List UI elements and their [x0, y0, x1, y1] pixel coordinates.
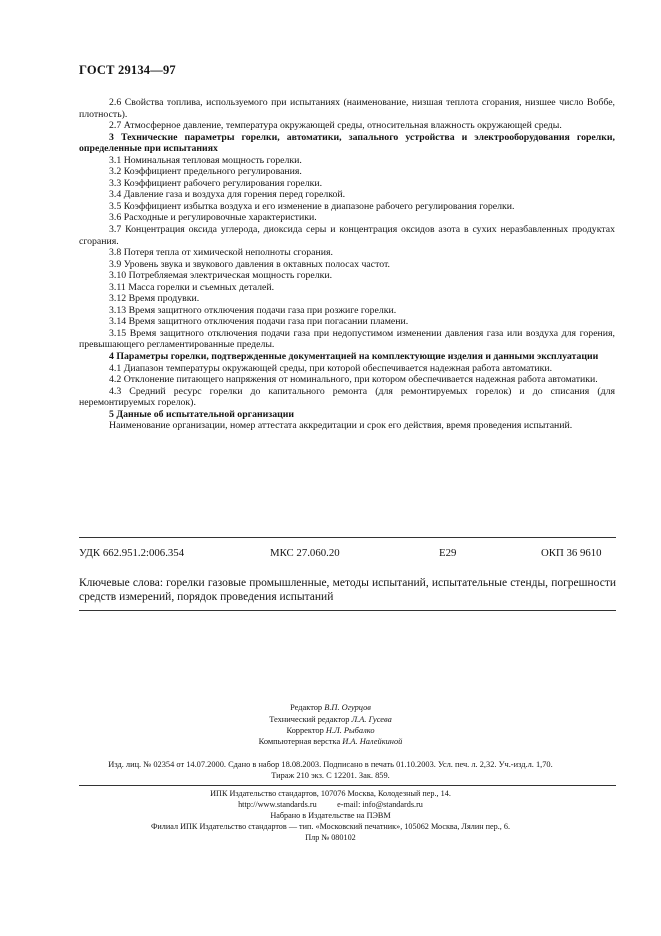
- corrector-label: Корректор: [286, 726, 324, 735]
- tech-editor-line: [0, 714, 661, 725]
- publisher-line-1: ИПК Издательство стандартов, 107076 Москва, Колодезный пер., 14.: [210, 789, 451, 798]
- item-4-2: 4.2 Отклонение питающего напряжения от номинального, при котором обеспечивается надежная работа автоматики.: [109, 374, 598, 386]
- okp-code: ОКП 36 9610: [541, 547, 602, 559]
- publisher-line-5: Плр № 080102: [305, 833, 356, 842]
- tech-editor-name: Л.А. Гусева: [351, 715, 392, 724]
- item-3-11: 3.11 Масса горелки и съемных деталей.: [109, 281, 275, 293]
- layout-name: И.А. Налейкиной: [342, 737, 403, 746]
- udk-code: УДК 662.951.2:006.354: [79, 547, 185, 559]
- item-3-13: 3.13 Время защитного отключения подачи газа при розжиге горелки.: [109, 304, 397, 316]
- section-3-title: 3 Технические параметры горелки, автоматики, запального устройства и электрооборудования горелки, определенные при испытаниях: [79, 131, 615, 155]
- item-3-7: 3.7 Концентрация оксида углерода, диоксида серы и концентрация оксидов азота в сухих неразбавленных продуктах сгорания.: [79, 224, 615, 247]
- item-3-10: 3.10 Потребляемая электрическая мощность горелки.: [109, 270, 333, 282]
- print-info: Изд. лиц. № 02354 от 14.07.2000. Сдано в набор 18.08.2003. Подписано в печать 01.10.2003. Усл. печ. л. 2,32. Уч.-изд.л. 1,70.: [108, 760, 553, 769]
- tirazh-line: Тираж 210 экз. С 12201. Зак. 859.: [271, 771, 390, 780]
- corrector-line: [0, 725, 661, 736]
- item-3-12: 3.12 Время продувки.: [109, 293, 200, 305]
- item-3-8: 3.8 Потеря тепла от химической неполноты сгорания.: [109, 247, 333, 259]
- publisher-top-rule: [79, 785, 616, 786]
- editor-label: Редактор: [290, 703, 323, 712]
- codes-top-rule: [79, 537, 616, 538]
- publisher-line-4: Филиал ИПК Издательство стандартов — тип. «Московский печатник», 105062 Москва, Лялин пер., 6.: [150, 822, 511, 831]
- publisher-line-2: http://www.standards.ru e-mail: info@standards.ru: [238, 800, 423, 809]
- item-3-2: 3.2 Коэффициент предельного регулирования.: [109, 166, 302, 178]
- layout-label: Компьютерная верстка: [258, 737, 341, 746]
- publisher-line-3: Набрано в Издательстве на ПЭВМ: [270, 811, 391, 820]
- paragraph-2-7: 2.7 Атмосферное давление, температура окружающей среды, относительная влажность окружающей среды.: [109, 120, 562, 132]
- tech-editor-label: Технический редактор: [269, 715, 350, 724]
- e-code: Е29: [439, 547, 457, 559]
- editor-line: [0, 702, 661, 713]
- item-3-6: 3.6 Расходные и регулировочные характеристики.: [109, 212, 317, 224]
- item-3-15: 3.15 Время защитного отключения подачи газа при недопустимом изменении давления газа или воздуха для горения, превышающего регламентированные пределы.: [79, 327, 615, 351]
- item-4-1: 4.1 Диапазон температуры окружающей среды, при которой обеспечивается надежная работа автоматики.: [109, 362, 553, 374]
- document-header: ГОСТ 29134—97: [79, 63, 176, 77]
- section-5-text: Наименование организации, номер аттестата аккредитации и срок его действия, время проведения испытаний.: [109, 420, 573, 432]
- item-3-14: 3.14 Время защитного отключения подачи газа при погасании пламени.: [109, 316, 409, 328]
- layout-line: [0, 736, 661, 747]
- keywords-bottom-rule: [79, 610, 616, 611]
- corrector-name: Н.Л. Рыбалко: [325, 726, 375, 735]
- item-4-3: 4.3 Средний ресурс горелки до капитального ремонта (для ремонтируемых горелок) и до списания (для неремонтируемых горелок).: [79, 385, 615, 409]
- paragraph-2-6: 2.6 Свойства топлива, используемого при испытаниях (наименование, низшая теплота сгорания, низшее число Воббе, плотность).: [79, 97, 615, 120]
- item-3-5: 3.5 Коэффициент избытка воздуха и его изменение в диапазоне рабочего регулирования горелки.: [109, 200, 515, 212]
- item-3-1: 3.1 Номинальная тепловая мощность горелки.: [109, 154, 302, 166]
- document-body: [79, 97, 615, 432]
- item-3-3: 3.3 Коэффициент рабочего регулирования горелки.: [109, 177, 323, 189]
- editor-name: В.П. Огурцов: [324, 703, 371, 712]
- mks-code: МКС 27.060.20: [270, 547, 340, 559]
- item-3-9: 3.9 Уровень звука и звукового давления в октавных полосах частот.: [109, 258, 391, 270]
- item-3-4: 3.4 Давление газа и воздуха для горения перед горелкой.: [109, 189, 346, 201]
- section-5-title: 5 Данные об испытательной организации: [109, 408, 295, 420]
- section-4-title: 4 Параметры горелки, подтвержденные документацией на комплектующие изделия и данными эксплуатации: [109, 351, 599, 363]
- keywords: Ключевые слова: горелки газовые промышленные, методы испытаний, испытательные стенды, погрешности средств измерений, порядок проведения испытаний: [79, 577, 616, 603]
